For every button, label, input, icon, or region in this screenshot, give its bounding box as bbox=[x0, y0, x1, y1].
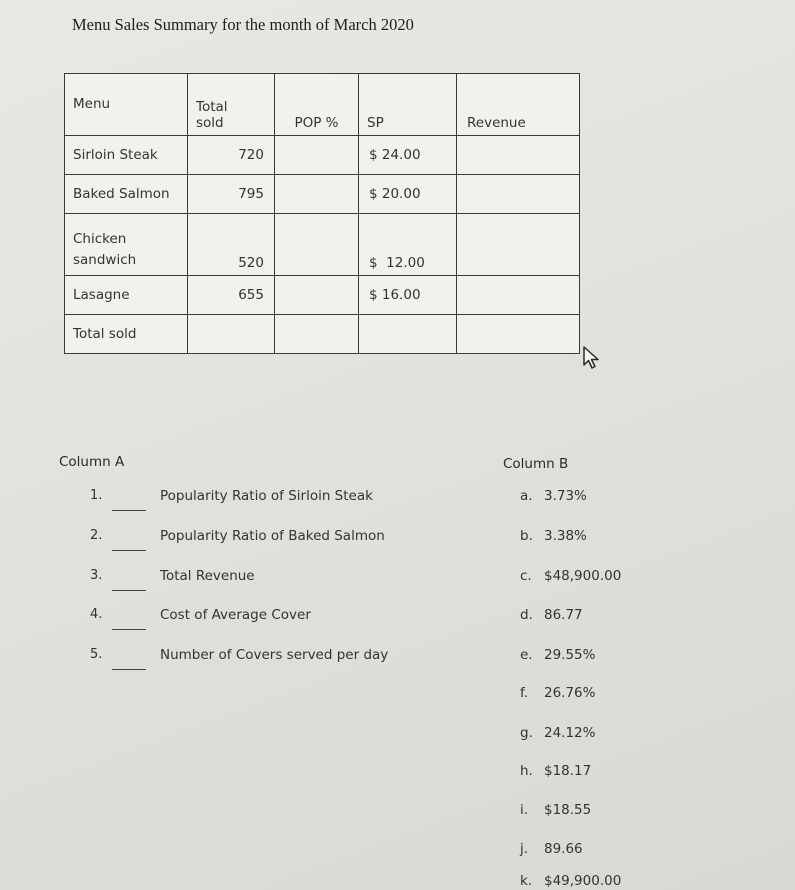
header-total-sold: Total sold bbox=[188, 74, 275, 136]
cell-sp: $ 12.00 bbox=[359, 214, 457, 276]
list-item: h. $18.17 bbox=[520, 763, 592, 779]
table-row bbox=[65, 136, 580, 175]
cell-revenue-sum bbox=[457, 315, 580, 354]
question-text: Cost of Average Cover bbox=[160, 607, 311, 623]
cell-sp-sum bbox=[359, 315, 457, 354]
cell-pop bbox=[275, 175, 359, 214]
list-item: j. 89.66 bbox=[520, 841, 583, 857]
cell-revenue bbox=[457, 276, 580, 315]
cell-total-sold: 655 bbox=[188, 276, 275, 315]
answer-blank[interactable] bbox=[112, 510, 146, 511]
menu-sales-table bbox=[64, 73, 580, 354]
answer-blank[interactable] bbox=[112, 629, 146, 630]
cell-menu-item: Sirloin Steak bbox=[65, 136, 188, 175]
cell-pop bbox=[275, 136, 359, 175]
list-item: i. $18.55 bbox=[520, 802, 592, 818]
cell-total-sold: 720 bbox=[188, 136, 275, 175]
cell-total-sold: 520 bbox=[188, 214, 275, 276]
list-item: d. 86.77 bbox=[520, 607, 583, 623]
cell-pop bbox=[275, 214, 359, 276]
question-text: Popularity Ratio of Baked Salmon bbox=[160, 528, 385, 544]
table-row bbox=[65, 214, 580, 276]
table-header-row bbox=[65, 74, 580, 136]
cell-total-label: Total sold bbox=[65, 315, 188, 354]
list-item: g. 24.12% bbox=[520, 725, 596, 741]
column-b-header: Column B bbox=[503, 456, 569, 472]
header-revenue: Revenue bbox=[457, 74, 580, 136]
answer-blank[interactable] bbox=[112, 590, 146, 591]
cell-menu-item: Baked Salmon bbox=[65, 175, 188, 214]
answer-blank[interactable] bbox=[112, 669, 146, 670]
cell-menu-item: Lasagne bbox=[65, 276, 188, 315]
table-row bbox=[65, 175, 580, 214]
cell-revenue bbox=[457, 175, 580, 214]
list-item: c. $48,900.00 bbox=[520, 568, 622, 584]
column-a-header: Column A bbox=[59, 454, 125, 470]
total-row bbox=[65, 315, 580, 354]
question-number: 1. bbox=[90, 488, 103, 503]
cell-pop-sum bbox=[275, 315, 359, 354]
list-item: e. 29.55% bbox=[520, 647, 596, 663]
list-item: b. 3.38% bbox=[520, 528, 587, 544]
page-title: Menu Sales Summary for the month of March 2020 bbox=[72, 15, 414, 34]
cell-sp: $ 16.00 bbox=[359, 276, 457, 315]
question-text: Total Revenue bbox=[160, 568, 255, 584]
cell-revenue bbox=[457, 214, 580, 276]
header-sp: SP bbox=[359, 74, 457, 136]
question-number: 2. bbox=[90, 528, 103, 543]
answer-blank[interactable] bbox=[112, 550, 146, 551]
cell-menu-item: Chicken sandwich bbox=[65, 214, 188, 276]
cell-revenue bbox=[457, 136, 580, 175]
cell-total-sold-sum bbox=[188, 315, 275, 354]
mouse-cursor-icon bbox=[582, 345, 602, 371]
cell-sp: $ 20.00 bbox=[359, 175, 457, 214]
question-text: Popularity Ratio of Sirloin Steak bbox=[160, 488, 373, 504]
list-item: f. 26.76% bbox=[520, 685, 596, 701]
header-menu: Menu bbox=[65, 74, 188, 136]
question-number: 5. bbox=[90, 647, 103, 662]
list-item: a. 3.73% bbox=[520, 488, 587, 504]
question-number: 3. bbox=[90, 568, 103, 583]
cell-total-sold: 795 bbox=[188, 175, 275, 214]
header-pop: POP % bbox=[275, 74, 359, 136]
list-item: k. $49,900.00 bbox=[520, 873, 622, 889]
table-row bbox=[65, 276, 580, 315]
cell-sp: $ 24.00 bbox=[359, 136, 457, 175]
question-text: Number of Covers served per day bbox=[160, 647, 389, 663]
cell-pop bbox=[275, 276, 359, 315]
question-number: 4. bbox=[90, 607, 103, 622]
